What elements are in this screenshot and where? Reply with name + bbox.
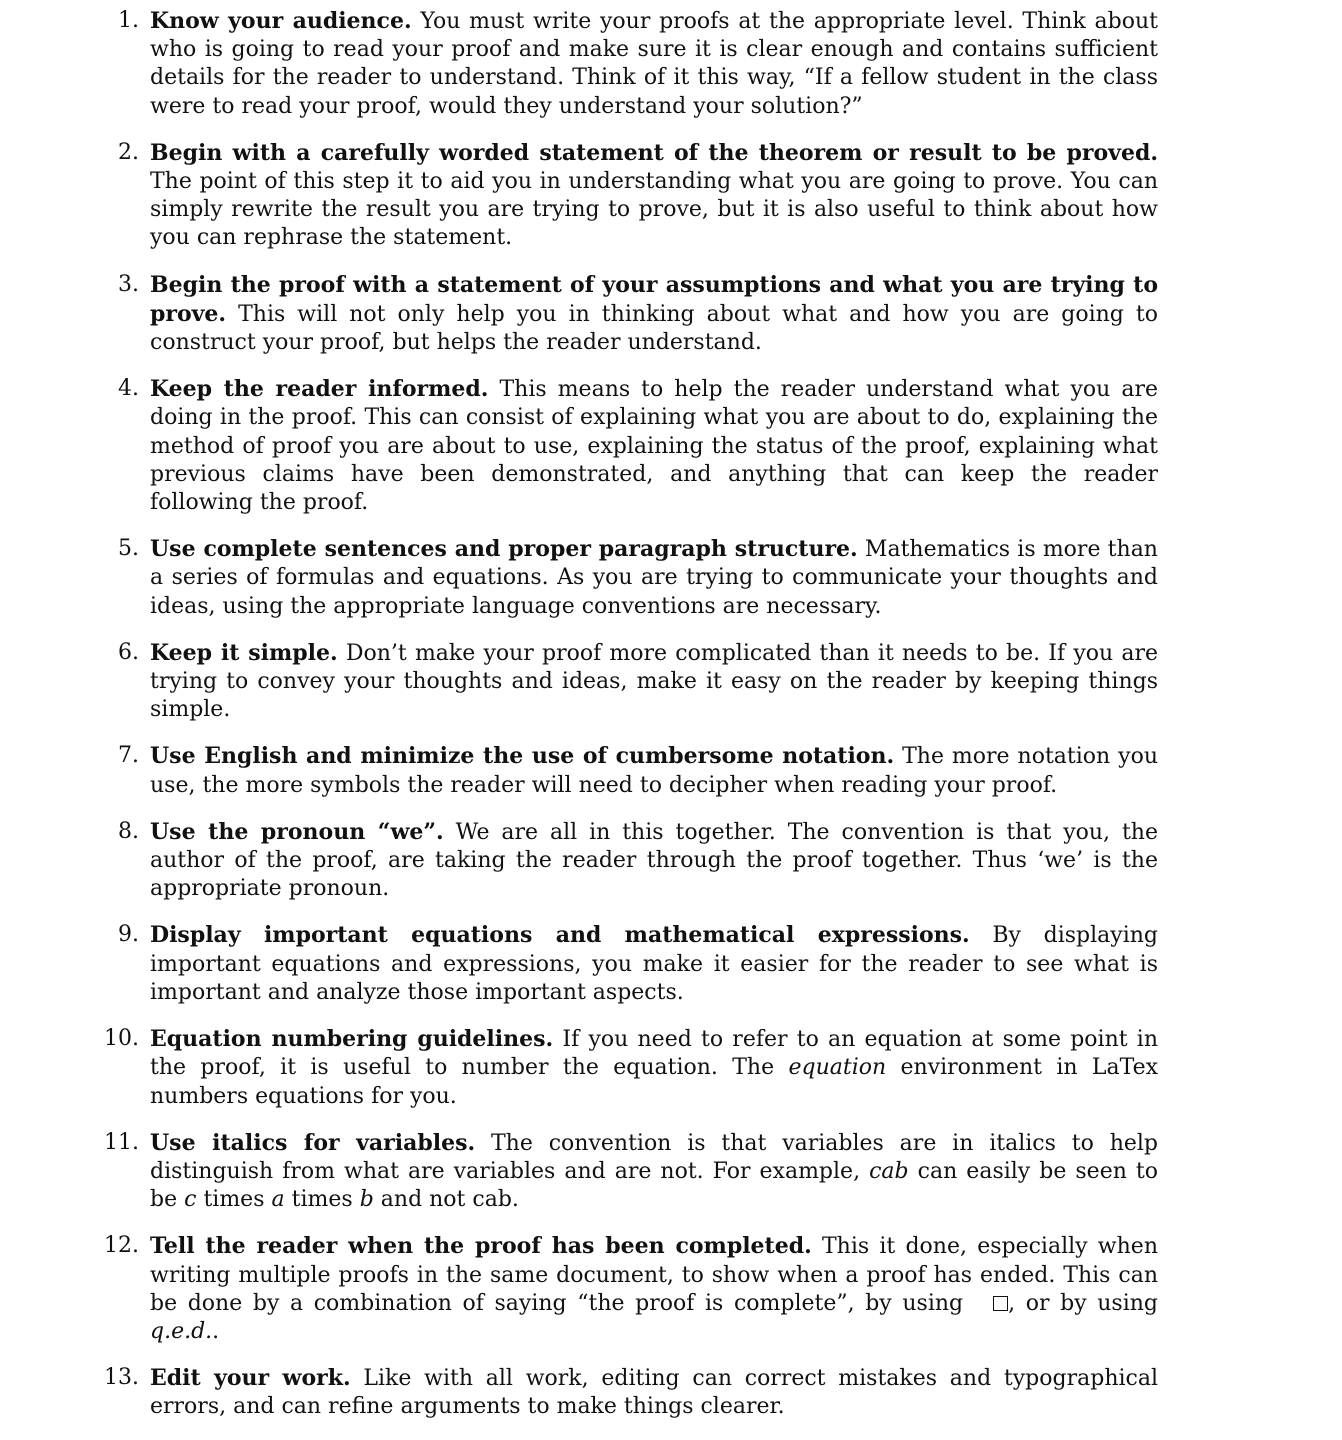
item-number: 7. — [118, 743, 139, 769]
variable-a: a — [271, 1187, 285, 1213]
item-body: This means to help the reader understand what you are doing in the proof. This can consist of explaining what you are about to do, explaining the method of proof you are about to use, explaining the status of the proof, explaining what previous claims have been demonstrated, and anything that can keep the reader following the proof. — [150, 377, 1158, 516]
variable-c: c — [184, 1187, 197, 1213]
list-item — [0, 921, 1158, 1007]
item-title: Use complete sentences and proper paragraph structure. — [150, 536, 858, 563]
list-item — [0, 1025, 1158, 1111]
item-body: By displaying important equations and expressions, you make it easier for the reader to see what is important and analyze those important aspects. — [150, 923, 1159, 1005]
item-title: Use the pronoun “we”. — [150, 818, 444, 845]
item-number: 3. — [118, 271, 139, 297]
item-title: Use English and minimize the use of cumbersome notation. — [150, 743, 895, 770]
list-item — [0, 7, 1158, 121]
item-body: The point of this step it to aid you in understanding what you are going to prove. You can simply rewrite the result you are trying to prove, but it is also useful to think about how you can rephrase the statement. — [150, 169, 1158, 251]
item-body-part: The convention is that variables are in italics to help distinguish from what are variables and are not. For example, — [150, 1130, 1158, 1184]
item-number: 8. — [118, 818, 139, 844]
item-body-part: . — [212, 1318, 220, 1344]
list-item — [0, 639, 1158, 725]
item-body-part: times — [291, 1187, 353, 1213]
qed-square-icon — [993, 1296, 1008, 1311]
item-title: Keep it simple. — [150, 639, 338, 666]
item-body-part: and not cab. — [380, 1187, 519, 1213]
item-body: Mathematics is more than a series of formulas and equations. As you are trying to communicate your thoughts and ideas, using the appropriate language conventions are necessary. — [150, 537, 1158, 619]
item-body-part: If you need to refer to an equation at some point in the proof, it is useful to number the equation. The — [150, 1027, 1158, 1081]
qed-abbreviation: q.e.d. — [150, 1318, 213, 1344]
item-body: You must write your proofs at the appropriate level. Think about who is going to read your proof and make sure it is clear enough and contains sufficient details for the reader to understand. Think of it this way, “If a fellow student in the class were to read your proof, would they understand your solution?” — [150, 9, 1158, 119]
item-title: Equation numbering guidelines. — [150, 1026, 554, 1053]
list-item — [0, 271, 1158, 358]
item-title: Begin the proof with a statement of your assumptions and what you are trying to prove. — [150, 271, 1158, 327]
item-body-part: times — [203, 1187, 265, 1213]
item-number: 11. — [104, 1129, 139, 1155]
list-item — [0, 535, 1158, 621]
item-body: This will not only help you in thinking about what and how you are going to construct your proof, but helps the reader understand. — [150, 301, 1158, 356]
item-number: 5. — [118, 536, 139, 562]
item-title: Tell the reader when the proof has been completed. — [150, 1233, 812, 1260]
item-title: Keep the reader informed. — [150, 376, 489, 403]
item-number: 1. — [118, 8, 139, 33]
list-item — [0, 1364, 1158, 1421]
variable-cab: cab — [869, 1158, 909, 1184]
item-title: Edit your work. — [150, 1365, 351, 1392]
item-body-part: This it done, especially when writing multiple proofs in the same document, to show when a proof has ended. This can be done by a combination of saying “the proof is complete”, by using — [150, 1234, 1158, 1316]
variable-b: b — [359, 1187, 374, 1213]
item-body: The more notation you use, the more symbols the reader will need to decipher when reading your proof. — [150, 744, 1158, 798]
item-title: Display important equations and mathematical expressions. — [150, 922, 970, 949]
guidelines-list — [0, 7, 1342, 1440]
item-body-emphasis: equation — [788, 1055, 887, 1081]
item-number: 10. — [104, 1026, 139, 1052]
item-number: 4. — [118, 376, 139, 402]
list-item — [0, 375, 1158, 517]
item-number: 6. — [118, 639, 139, 665]
list-item — [0, 1129, 1158, 1215]
item-number: 2. — [118, 139, 139, 165]
item-number: 12. — [104, 1233, 139, 1259]
item-number: 9. — [118, 922, 139, 948]
item-title: Begin with a carefully worded statement of the theorem or result to be proved. — [150, 139, 1158, 166]
list-item — [0, 139, 1158, 253]
item-number: 13. — [104, 1365, 139, 1391]
item-body: Don’t make your proof more complicated than it needs to be. If you are trying to convey your thoughts and ideas, make it easy on the reader by keeping things simple. — [150, 640, 1159, 723]
list-item — [0, 742, 1158, 799]
list-item — [0, 818, 1158, 904]
list-item — [0, 1232, 1158, 1346]
item-body: We are all in this together. The convention is that you, the author of the proof, are taking the reader through the proof together. Thus ‘we’ is the appropriate pronoun. — [150, 819, 1158, 902]
item-body-part: can easily be seen to be — [150, 1158, 1158, 1213]
item-body-part: environment in LaTex numbers equations for you. — [150, 1055, 1159, 1109]
item-body: Like with all work, editing can correct mistakes and typographical errors, and can refine arguments to make things clearer. — [150, 1366, 1158, 1420]
item-title: Use italics for variables. — [150, 1129, 476, 1156]
item-body-part: , or by using — [1008, 1290, 1159, 1316]
item-title: Know your audience. — [150, 8, 412, 34]
